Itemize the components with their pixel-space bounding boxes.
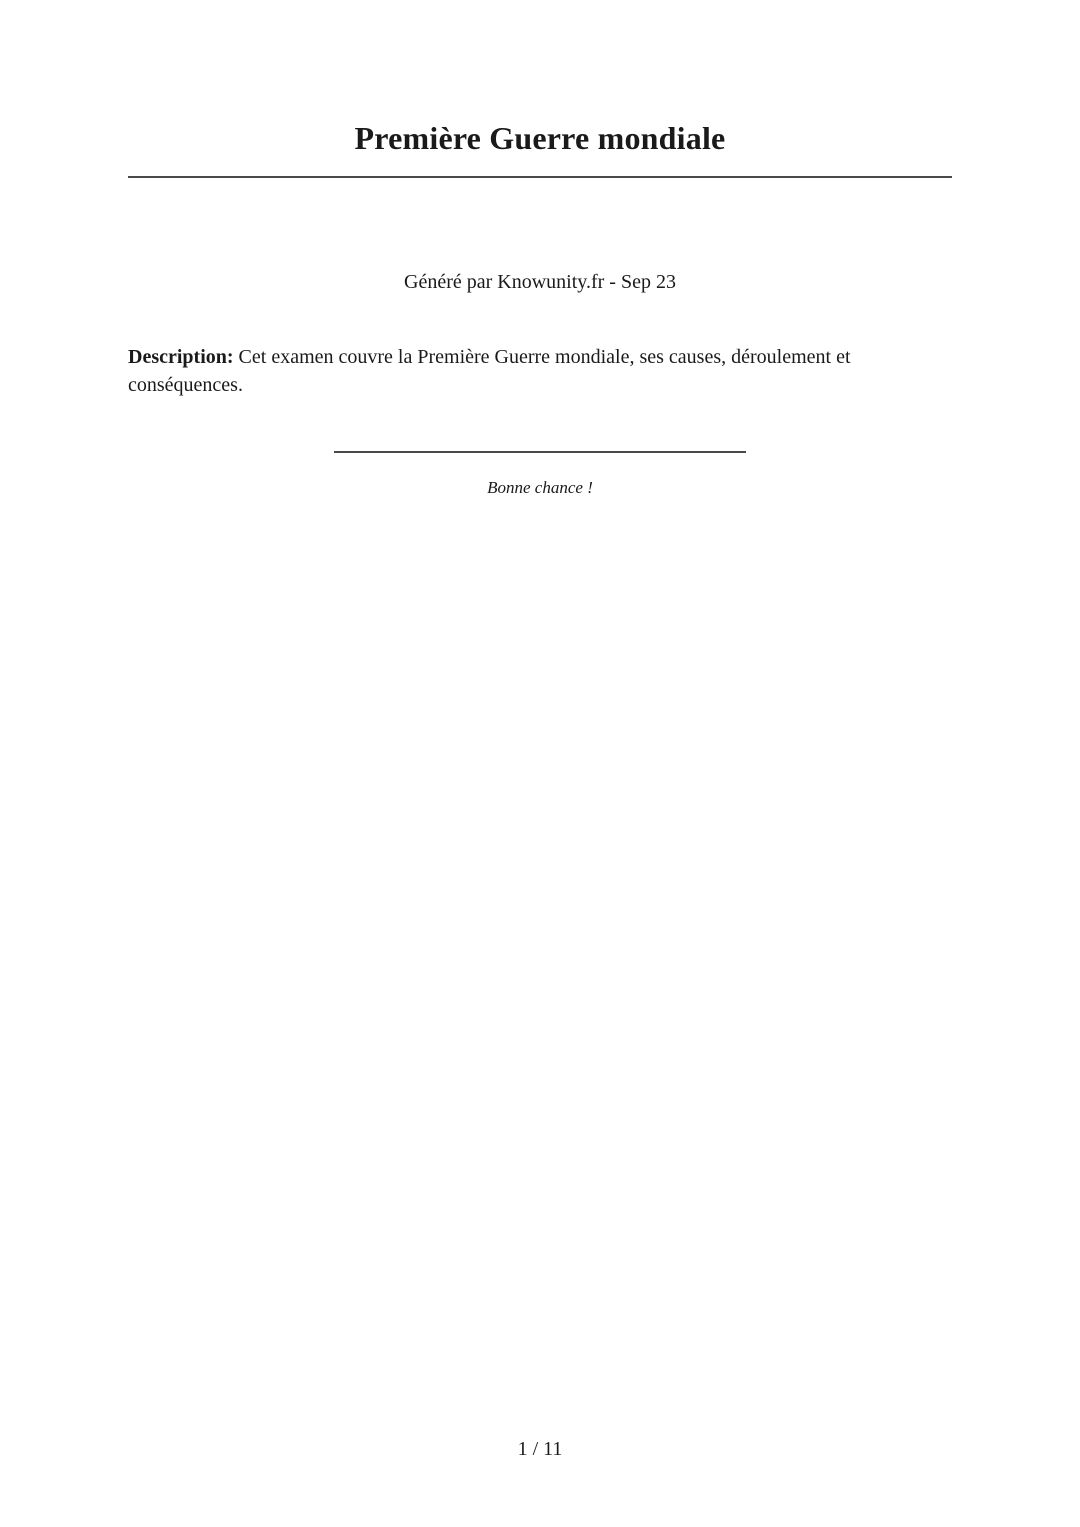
- description-paragraph: [128, 343, 952, 399]
- title-divider: [128, 176, 952, 178]
- page-title: Première Guerre mondiale: [354, 120, 726, 156]
- generated-by-line: Généré par Knowunity.fr - Sep 23: [404, 270, 676, 293]
- description-label: Description:: [128, 345, 234, 368]
- signature-divider: [334, 451, 746, 453]
- good-luck-text: Bonne chance !: [487, 477, 593, 497]
- page-number: 1 / 11: [517, 1438, 563, 1460]
- description-text: Cet examen couvre la Première Guerre mondiale, ses causes, déroulement et conséquences.: [128, 345, 851, 396]
